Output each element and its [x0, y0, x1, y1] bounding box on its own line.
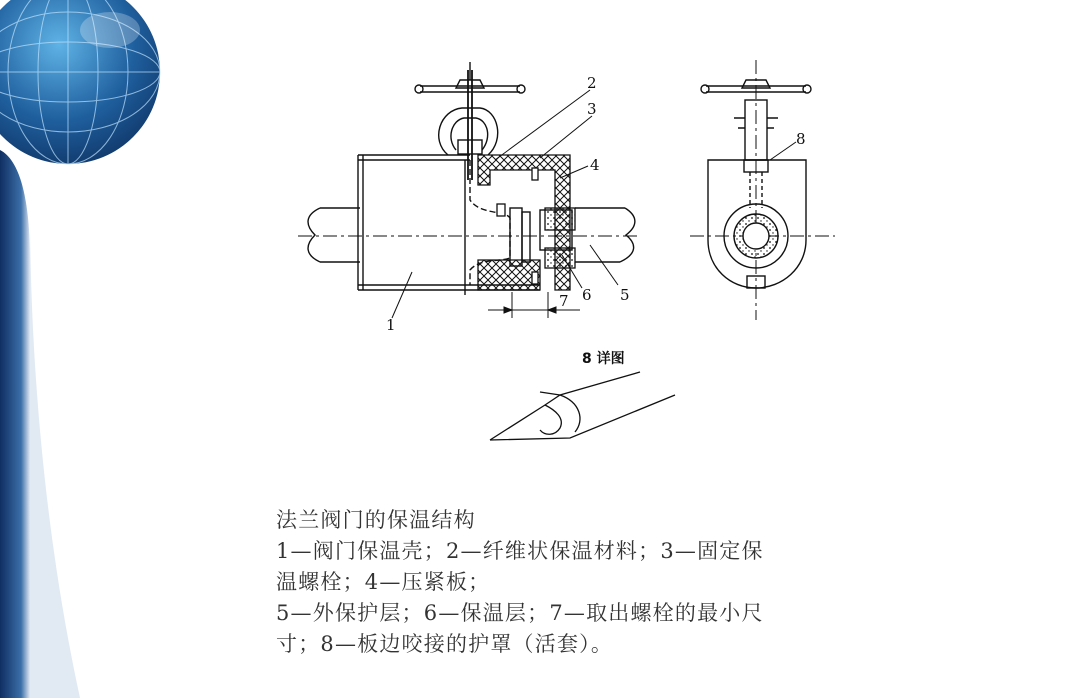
caption-line-4: 寸；8—板边咬接的护罩（活套）。	[276, 632, 614, 656]
caption-line-2: 温螺栓；4—压紧板；	[276, 570, 491, 594]
caption	[276, 505, 876, 660]
caption-line-1: 1—阀门保温壳；2—纤维状保温材料；3—固定保	[276, 539, 764, 563]
label-8: 8	[796, 130, 806, 148]
label-6: 6	[582, 286, 592, 304]
caption-line-3: 5—外保护层；6—保温层；7—取出螺栓的最小尺	[276, 601, 764, 625]
detail-title: 8 详图	[582, 351, 625, 367]
label-2: 2	[587, 74, 597, 92]
side-view	[298, 62, 640, 295]
label-4: 4	[590, 156, 600, 174]
label-5: 5	[620, 286, 630, 304]
label-7: 7	[559, 292, 569, 310]
front-view	[690, 60, 835, 320]
label-1: 1	[386, 316, 396, 334]
caption-title: 法兰阀门的保温结构	[276, 508, 476, 532]
insulation-box	[478, 155, 575, 290]
detail-8-drawing	[490, 372, 675, 440]
label-3: 3	[587, 100, 597, 118]
